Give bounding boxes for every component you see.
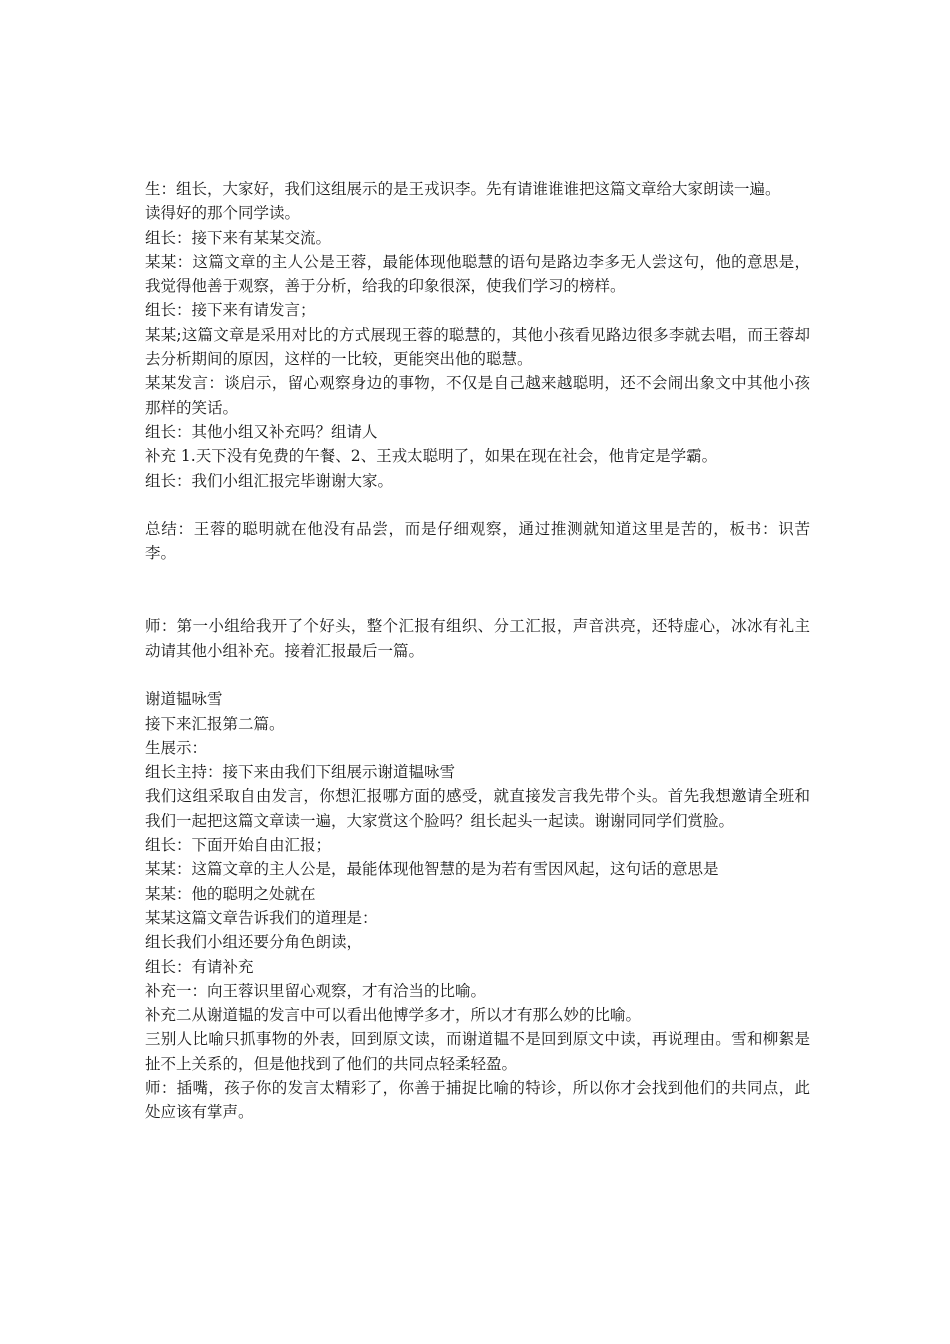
paragraph-teacher-comment: 师：第一小组给我开了个好头，整个汇报有组织、分工汇报，声音洪亮，还特虚心，冰冰有礼主动请其他小组补充。接着汇报最后一篇。 bbox=[145, 617, 810, 660]
paragraph-leader-next: 组长：接下来有某某交流。 bbox=[145, 228, 332, 247]
document-body bbox=[145, 177, 810, 1125]
paragraph-student-intro: 生：组长，大家好，我们这组展示的是王戎识李。先有请谁谁谁把这篇文章给大家朗读一遍。 bbox=[145, 180, 781, 198]
paragraph-read-well: 读得好的那个同学读。 bbox=[145, 204, 301, 223]
paragraph-leader-finish: 组长：我们小组汇报完毕谢谢大家。 bbox=[145, 471, 394, 490]
paragraph-supplement-two: 补充二从谢道韫的发言中可以看出他博学多才，所以才有那么妙的比喻。 bbox=[145, 1006, 642, 1025]
paragraph-protagonist: 某某：这篇文章的主人公是王蓉，最能体现他聪慧的语句是路边李多无人尝这句，他的意思是，我觉得他善于观察，善于分析，给我的印象很深，使我们学习的榜样。 bbox=[145, 252, 810, 296]
paragraph-contrast: 某某;这篇文章是采用对比的方式展现王蓉的聪慧的，其他小孩看见路边很多李就去唱，而王蓉却去分析期间的原因，这样的一比较，更能突出他的聪慧。 bbox=[145, 325, 810, 369]
paragraph-supplement-three: 三别人比喻只抓事物的外表，回到原文读，而谢道韫不是回到原文中读，再说理由。雪和柳絮是扯不上关系的，但是他找到了他们的共同点轻柔轻盈。 bbox=[145, 1030, 810, 1073]
paragraph-leader-invite-supplement: 组长：有请补充 bbox=[145, 957, 254, 976]
paragraph-supplement-1: 补充 1.天下没有免费的午餐、2、王戎太聪明了，如果在现在社会，他肯定是学霸。 bbox=[145, 447, 718, 466]
paragraph-lesson: 某某这篇文章告诉我们的道理是： bbox=[145, 908, 378, 927]
paragraph-leader-supplement: 组长：其他小组又补充吗？组请人 bbox=[145, 422, 378, 441]
paragraph-student-show: 生展示： bbox=[145, 738, 208, 757]
blank-line bbox=[145, 663, 810, 687]
paragraph-section-title: 谢道韫咏雪 bbox=[145, 690, 223, 709]
paragraph-leader-start: 组长：下面开始自由汇报； bbox=[145, 836, 332, 855]
paragraph-next-report: 接下来汇报第二篇。 bbox=[145, 714, 285, 733]
paragraph-teacher-praise: 师：插嘴，孩子你的发言太精彩了，你善于捕捉比喻的特诊，所以你才会找到他们的共同点，此处应该有掌声。 bbox=[145, 1078, 810, 1122]
blank-line bbox=[145, 566, 810, 615]
paragraph-wisdom: 某某：这篇文章的主人公是，最能体现他智慧的是为若有雪因风起，这句话的意思是 bbox=[145, 860, 719, 879]
paragraph-summary: 总结：王蓉的聪明就在他没有品尝，而是仔细观察，通过推测就知道这里是苦的，板书：识苦李。 bbox=[145, 520, 810, 563]
paragraph-role-reading: 组长我们小组还要分角色朗读， bbox=[145, 933, 363, 952]
paragraph-supplement-one: 补充一：向王蓉识里留心观察，才有洽当的比喻。 bbox=[145, 981, 487, 1000]
paragraph-cleverness: 某某：他的聪明之处就在 bbox=[145, 884, 316, 903]
paragraph-leader-invite: 组长：接下来有请发言； bbox=[145, 301, 316, 320]
paragraph-leader-host: 组长主持：接下来由我们下组展示谢道韫咏雪 bbox=[145, 763, 456, 782]
blank-line bbox=[145, 493, 810, 517]
paragraph-insight: 某某发言：谈启示，留心观察身边的事物，不仅是自己越来越聪明，还不会闹出象文中其他小孩那样的笑话。 bbox=[145, 374, 810, 417]
paragraph-free-speech: 我们这组采取自由发言，你想汇报哪方面的感受，就直接发言我先带个头。首先我想邀请全班和我们一起把这篇文章读一遍，大家赏这个脸吗？组长起头一起读。谢谢同同学们赏脸。 bbox=[145, 787, 810, 830]
